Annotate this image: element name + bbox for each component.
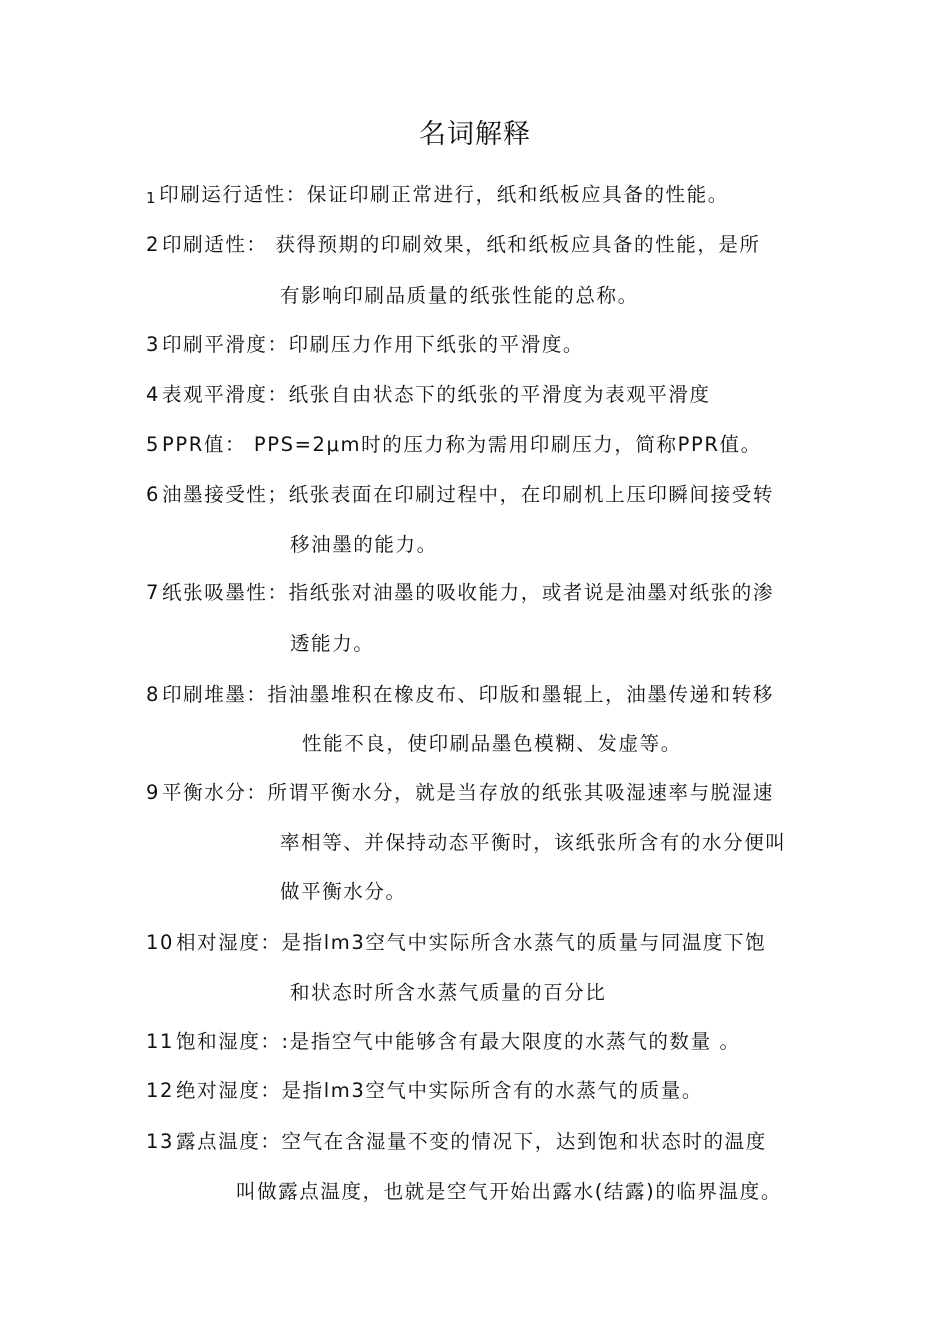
definition-text: 饱和湿度：:是指空气中能够含有最大限度的水蒸气的数量 。 [176, 1030, 741, 1053]
definition-item [146, 432, 762, 458]
definition-number: 12 [146, 1079, 175, 1102]
definition-continuation: 叫做露点温度，也就是空气开始出露水(结露)的临界温度。 [236, 1180, 782, 1203]
definition-text: 印刷运行适性：保证印刷正常进行，纸和纸板应具备的性能。 [159, 183, 729, 206]
definition-item [146, 332, 584, 358]
definition-text: 印刷适性： 获得预期的印刷效果，纸和纸板应具备的性能，是所 [162, 233, 761, 256]
definition-continuation: 和状态时所含水蒸气质量的百分比 [290, 981, 607, 1004]
page-title: 名词解释 [419, 119, 531, 150]
definition-number: 2 [146, 233, 161, 256]
definition-item [146, 1029, 741, 1055]
definition-item [146, 482, 774, 508]
definition-text: 纸张吸墨性：指纸张对油墨的吸收能力，或者说是油墨对纸张的渗 [162, 581, 774, 604]
definition-number: 8 [146, 683, 161, 706]
definition-text: 印刷堆墨：指油墨堆积在橡皮布、印版和墨辊上，油墨传递和转移 [162, 683, 774, 706]
definition-text: 印刷平滑度：印刷压力作用下纸张的平滑度。 [162, 333, 585, 356]
definition-number: 3 [146, 333, 161, 356]
definition-number: 10 [146, 931, 175, 954]
definition-text: PPR值： PPS=2μm时的压力称为需用印刷压力，简称PPR值。 [162, 433, 762, 456]
definition-item [146, 930, 766, 956]
definition-continuation: 性能不良，使印刷品墨色模糊、发虚等。 [302, 732, 682, 755]
definition-item [146, 1078, 703, 1104]
definition-item [146, 1129, 767, 1155]
definition-number: 4 [146, 383, 161, 406]
definition-continuation: 有影响印刷品质量的纸张性能的总称。 [280, 284, 639, 307]
definition-number: 1 [146, 189, 158, 207]
definition-number: 7 [146, 581, 161, 604]
definition-continuation: 移油墨的能力。 [290, 533, 438, 556]
definition-text: 平衡水分：所谓平衡水分，就是当存放的纸张其吸湿速率与脱湿速 [162, 781, 774, 804]
definition-item [146, 182, 729, 209]
definition-continuation: 透能力。 [290, 632, 375, 655]
definition-text: 相对湿度：是指lm3空气中实际所含水蒸气的质量与同温度下饱 [176, 931, 767, 954]
definition-number: 13 [146, 1130, 175, 1153]
definition-text: 绝对湿度：是指lm3空气中实际所含有的水蒸气的质量。 [176, 1079, 703, 1102]
definition-number: 6 [146, 483, 161, 506]
definition-item [146, 682, 774, 708]
definition-item [146, 580, 774, 606]
definition-item [146, 232, 761, 258]
definition-continuation: 率相等、并保持动态平衡时，该纸张所含有的水分便叫 [280, 831, 787, 854]
definition-text: 油墨接受性；纸张表面在印刷过程中，在印刷机上压印瞬间接受转 [162, 483, 774, 506]
definition-text: 表观平滑度：纸张自由状态下的纸张的平滑度为表观平滑度 [162, 383, 711, 406]
definition-number: 11 [146, 1030, 175, 1053]
definition-continuation: 做平衡水分。 [280, 880, 407, 903]
definition-item [146, 382, 711, 408]
definition-number: 5 [146, 433, 161, 456]
definition-item [146, 780, 774, 806]
definition-text: 露点温度：空气在含湿量不变的情况下，达到饱和状态时的温度 [176, 1130, 767, 1153]
definition-number: 9 [146, 781, 161, 804]
